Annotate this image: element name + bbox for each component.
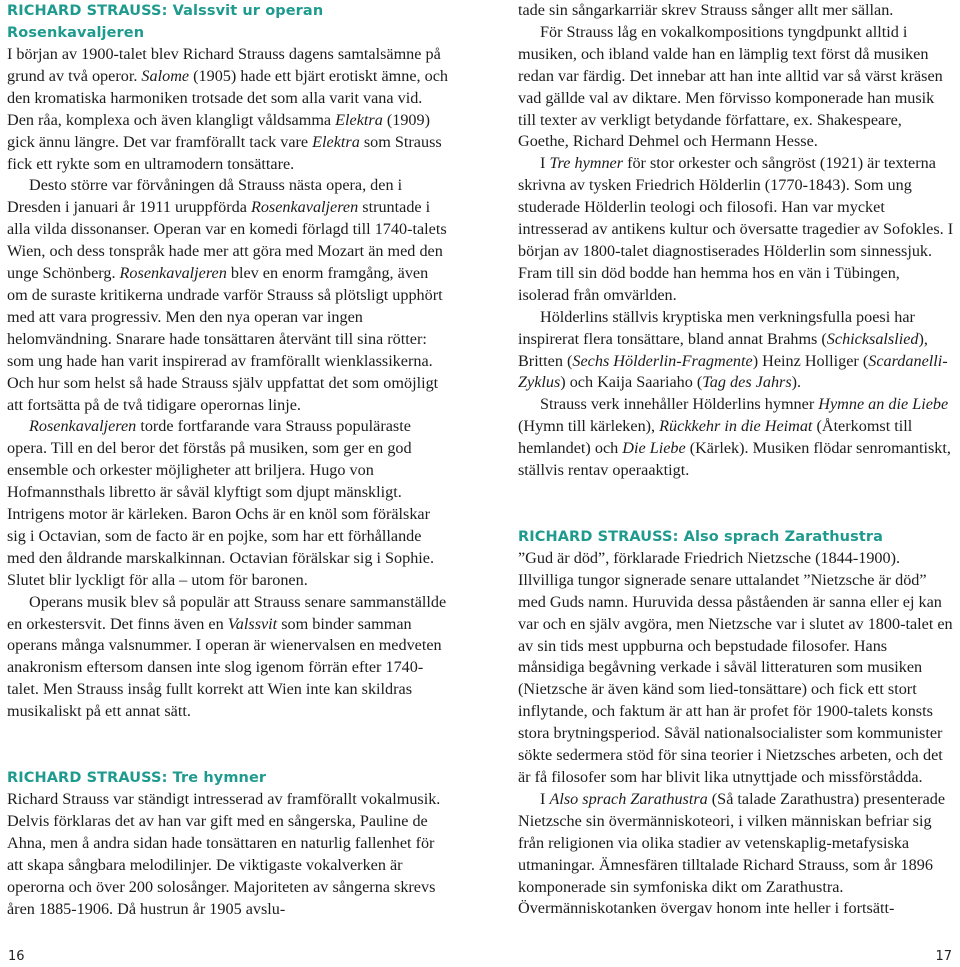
right-column	[518, 0, 954, 920]
text-run: (Så talade Zarathustra) presenterade Nietzsche sin övermänniskoteori, i vilken människan befriar sig från religionen via olika stadier av vetenskaplig-metafysiska utmaningar. Ämnesfären tilltalade Richard Strauss, som år 1896 komponerade sin symfoniska dikt om Zarathustra. Övermänniskotanken övergav honom inte heller i fortsätt-	[518, 789, 946, 918]
paragraph	[7, 44, 448, 175]
text-run: ), Britten (	[518, 329, 928, 370]
text-run: Strauss verk innehåller Hölderlins hymner	[540, 395, 819, 414]
italic-text: Rückkehr in die Heimat	[659, 417, 813, 436]
paragraph	[7, 175, 448, 416]
italic-text: Rosenkavaljeren	[119, 264, 227, 283]
paragraph	[7, 416, 448, 591]
italic-text: Sechs Hölderlin-Fragmente	[572, 351, 753, 370]
paragraph	[7, 592, 448, 723]
text-run: För Strauss låg en vokalkompositions tyngdpunkt alltid i musiken, och ibland valde han en lämplig text först då musiken redan var färdig. Det innebar att han inte alltid var så värst kräsen vad gällde val av diktare. Men förvisso komponerade han musik till texter av verkligt betydande författare, ex. Shakespeare, Goethe, Richard Dehmel och Hermann Hesse.	[518, 22, 943, 151]
left-column	[7, 0, 448, 921]
text-run: Richard Strauss var ständigt intresserad av framförallt vokalmusik. Delvis förklaras det av han var gift med en sångerska, Pauline de Ahna, men å andra sidan hade tonsättaren en naturlig fallenhet för att skapa sångbara melodilinjer. De viktigaste vokalverken är operorna och över 200 solosånger. Majoriteten av sångerna skrevs åren 1885-1906. Då hustrun år 1905 avslu-	[7, 790, 441, 918]
paragraph	[518, 394, 954, 482]
text-run: (Hymn till kärleken),	[518, 417, 660, 436]
italic-text: Tag des Jahrs	[702, 373, 792, 392]
text-run: struntade i alla vilda dissonanser. Operan var en komedi förlagd till 1740-talets Wien, och dess tonspråk hade mer att göra med Mozart än med den unge Schönberg.	[7, 198, 447, 283]
text-run: ) Heinz Holliger (	[752, 351, 869, 370]
page-number-right: 17	[935, 949, 952, 964]
text-run: Operans musik blev så populär att Strauss senare sammanställde en orkestersvit. Det finns även en	[7, 592, 447, 633]
text-run: (1905) hade ett bjärt erotiskt ämne, och den kromatiska harmoniken trotsade det som alla varit vana vid. Den råa, komplexa och även klangligt våldsamma	[7, 66, 448, 129]
text-run: (1909) gick ännu längre. Det var framförallt tack vare	[7, 110, 430, 151]
text-run: för stor orkester och sångröst (1921) är texterna skrivna av tysken Friedrich Hölderlin (1770-1843). Som ung studerade Hölderlin teologi och filosofi. Han var mycket intresserad av antikens kultur och översatte tragedier av Sofokles. I början av 1800-talet diagnostiserades Hölderlin som sinnessjuk. Fram till sin död bodde han hemma hos en vän i Tübingen, isolerad från omvärlden.	[518, 154, 954, 304]
section-spacer	[7, 723, 448, 767]
italic-text: Die Liebe	[622, 439, 686, 458]
text-run: I	[540, 154, 550, 173]
italic-text: Tre hymner	[549, 154, 624, 173]
text-run: ) och Kaija Saariaho (	[560, 373, 703, 392]
text-run: som binder samman operans många valsnummer. I operan är wienervalsen en medveten anakronism eftersom dansen inte slog igenom förrän efter 1740-talet. Men Strauss insåg fullt korrekt att Wien inte kan skildras musikaliskt på ett annat sätt.	[7, 614, 442, 721]
paragraph	[518, 789, 954, 920]
section-heading-tre-hymner: RICHARD STRAUSS: Tre hymner	[7, 770, 267, 787]
section-heading-zarathustra: RICHARD STRAUSS: Also sprach Zarathustra	[518, 528, 883, 545]
italic-text: Scardanelli-Zyklus	[518, 351, 948, 392]
text-run: som Strauss fick ett rykte som en ultramodern tonsättare.	[7, 132, 442, 173]
italic-text: Salome	[141, 66, 190, 85]
page-number-left: 16	[8, 949, 25, 964]
section-spacer	[518, 482, 954, 526]
italic-text: Valssvit	[227, 614, 278, 633]
text-run: ).	[791, 373, 802, 392]
paragraph	[518, 22, 954, 153]
text-run: (Kärlek). Musiken flödar senromantiskt, ställvis rentav operaaktigt.	[518, 439, 951, 480]
text-run: blev en enorm framgång, även om de suraste kritikerna undrade varför Strauss så plötsligt upphört med att vara progressiv. Men den nya operan var ingen helomvändning. Snarare hade tonsättaren återvänt till sina rötter: som ung hade han varit inspirerad av framförallt wienklassikerna. Och hur som helst så hade Strauss själv uppfattat det som omöjligt att fortsätta på de två tidigare operornas linje.	[7, 264, 443, 414]
text-run: Hölderlins ställvis kryptiska men verkningsfulla poesi har inspirerat flera tonsättare, bland annat Brahms (	[518, 307, 915, 348]
section-heading-valssvit: RICHARD STRAUSS: Valssvit ur operan Rosenkavaljeren	[7, 3, 324, 41]
italic-text: Elektra	[312, 132, 360, 151]
italic-text: Rosenkavaljeren	[29, 417, 137, 436]
paragraph	[518, 548, 954, 789]
paragraph	[7, 789, 448, 920]
italic-text: Hymne an die Liebe	[818, 395, 949, 414]
italic-text: Schicksalslied	[826, 329, 919, 348]
italic-text: Also sprach Zarathustra	[549, 789, 708, 808]
text-run: I	[540, 789, 550, 808]
italic-text: Elektra	[335, 110, 383, 129]
paragraph	[518, 0, 954, 22]
text-run: tade sin sångarkarriär skrev Strauss sånger allt mer sällan.	[518, 1, 894, 19]
text-run: Desto större var förvåningen då Strauss nästa opera, den i Dresden i januari år 1911 uruppförda	[7, 176, 403, 217]
text-run: ”Gud är död”, förklarade Friedrich Nietzsche (1844-1900). Illvilliga tungor signerade senare uttalandet ”Nietzsche är död” med Guds namn. Huruvida dessa påståenden är sanna eller ej kan var och en själv avgöra, men Nietzsche var i slutet av 1800-talet en av sin tids mest uppburna och bepstudade filosofer. Hans månsidiga begåvning verkade i såväl litteraturen som musiken (Nietzsche är även känd som lied-tonsättare) och fick ett stort inflytande, och faktum är att han är profet för 1900-talets konsts stora brytningsperiod. Såväl nationalsocialister som kommunister sökte sedermera stöd för sina teorier i Nietzsches arbeten, och det är få filosofer som har blivit lika utnyttjade och missförstådda.	[518, 548, 953, 786]
paragraph	[518, 307, 954, 395]
text-run: torde fortfarande vara Strauss populäraste opera. Till en del beror det förstås på musiken, som ger en god ensemble och orkester möjligheter att briljera. Hugo von Hofmannsthals libretto är såväl klyftigt som djupt mänskligt. Intrigens motor är kärleken. Baron Ochs är en knöl som förälskar sig i Octavian, som de facto är en pojke, som har ett förhållande med den åldrande marskalkinnan. Octavian förälskar sig i Sophie. Slutet blir lyckligt för alla – utom för baronen.	[7, 417, 435, 589]
text-run: I början av 1900-talet blev Richard Strauss dagens samtalsämne på grund av två operor.	[7, 45, 441, 85]
italic-text: Rosenkavaljeren	[250, 198, 359, 217]
text-run: (Återkomst till hemlandet) och	[518, 417, 913, 458]
paragraph	[518, 153, 954, 306]
